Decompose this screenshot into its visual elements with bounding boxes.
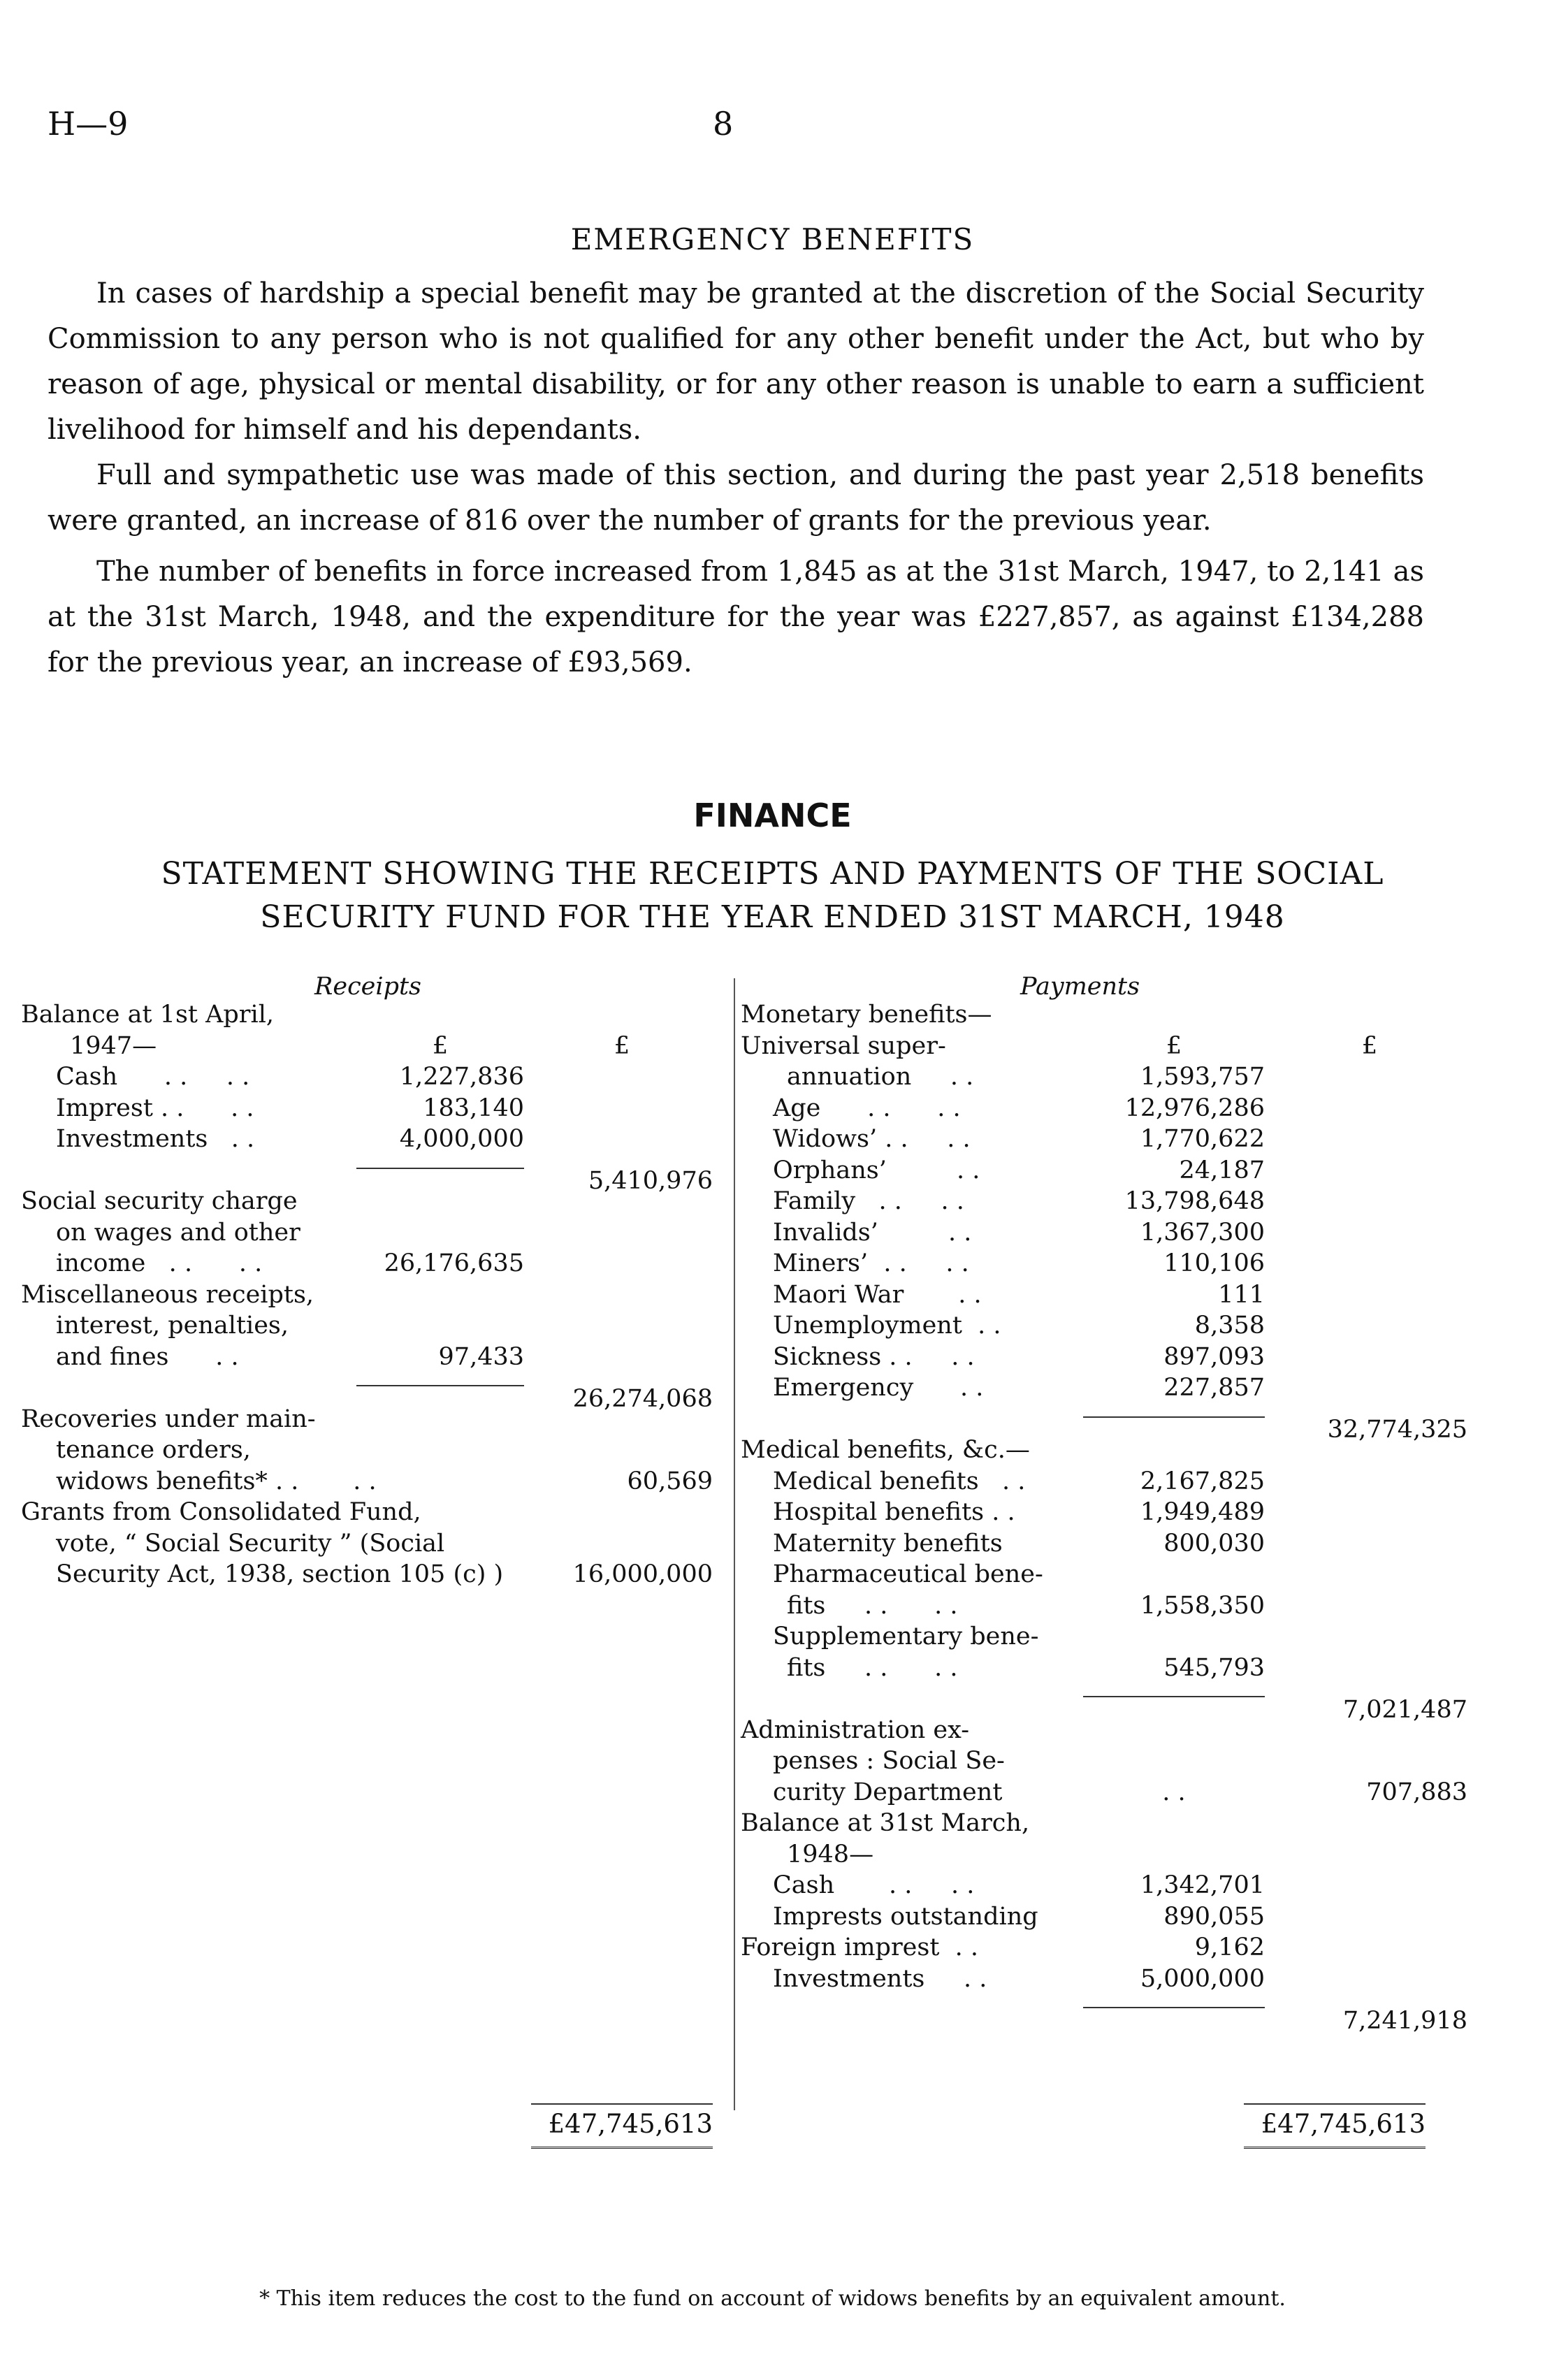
footnote: * This item reduces the cost to the fund on account of widows benefits by an equivalent amount. bbox=[259, 2286, 1286, 2311]
receipts-row bbox=[21, 1031, 720, 1062]
payments-amount: 12,976,286 bbox=[1124, 1094, 1265, 1122]
receipts-row bbox=[21, 1155, 720, 1196]
payments-row bbox=[741, 1870, 1530, 1901]
receipts-amount: 26,176,635 bbox=[384, 1249, 524, 1277]
receipts-label: Security Act, 1938, section 105 (c) ) bbox=[56, 1560, 504, 1588]
payments-row bbox=[741, 1155, 1530, 1187]
receipts-amount: 4,000,000 bbox=[399, 1125, 524, 1153]
payments-row bbox=[741, 1279, 1530, 1311]
payments-row bbox=[741, 1435, 1530, 1466]
paragraph-2: Full and sympathetic use was made of this section, and during the past year 2,518 benefits were granted, an increase of 816 over the number of grants for the previous year. bbox=[48, 459, 1424, 537]
receipts-label: Investments . . bbox=[56, 1125, 255, 1153]
receipts-total-rule bbox=[531, 2103, 713, 2105]
payments-row bbox=[741, 1497, 1530, 1528]
payments-row bbox=[741, 1310, 1530, 1342]
receipts-label: Grants from Consolidated Fund, bbox=[21, 1498, 421, 1526]
receipts-amount: 183,140 bbox=[423, 1094, 524, 1122]
payments-label: Maori War . . bbox=[773, 1280, 982, 1309]
receipts-row bbox=[21, 1435, 720, 1466]
payments-amount: 545,793 bbox=[1163, 1653, 1265, 1682]
payments-label: 1948— bbox=[787, 1840, 874, 1869]
receipts-label: widows benefits* . . . . bbox=[56, 1467, 377, 1495]
payments-row bbox=[741, 1528, 1530, 1560]
receipts-row bbox=[21, 1217, 720, 1249]
payments-label: Unemployment . . bbox=[773, 1312, 1001, 1340]
receipts-amount: 97,433 bbox=[438, 1342, 524, 1371]
receipts-label: Balance at 1st April, bbox=[21, 1001, 275, 1029]
payments-row bbox=[741, 1715, 1530, 1746]
column-divider bbox=[734, 978, 735, 2110]
payments-label: Monetary benefits— bbox=[741, 1001, 992, 1029]
receipts-table bbox=[21, 999, 720, 1590]
finance-heading: FINANCE bbox=[693, 797, 852, 834]
payments-amount: 1,558,350 bbox=[1140, 1591, 1265, 1620]
payments-label: Pharmaceutical bene- bbox=[773, 1560, 1043, 1588]
receipts-row bbox=[21, 1279, 720, 1311]
payments-label: Family . . . . bbox=[773, 1187, 964, 1215]
payments-row bbox=[741, 1746, 1530, 1777]
receipts-row bbox=[21, 1466, 720, 1497]
receipts-amount: 1,227,836 bbox=[399, 1063, 524, 1091]
receipts-row bbox=[21, 1528, 720, 1560]
payments-row bbox=[741, 1061, 1530, 1093]
receipts-subtotal: 60,569 bbox=[627, 1467, 713, 1495]
receipts-label: vote, “ Social Security ” (Social bbox=[56, 1529, 445, 1558]
payments-amount: 897,093 bbox=[1163, 1342, 1265, 1371]
payments-row bbox=[741, 1372, 1530, 1404]
payments-subtotal: 32,774,325 bbox=[1327, 1416, 1467, 1444]
payments-label: Sickness . . . . bbox=[773, 1342, 975, 1371]
receipts-subtotal: £ bbox=[614, 1031, 630, 1060]
receipts-row bbox=[21, 1372, 720, 1413]
receipts-subtotal: 5,410,976 bbox=[588, 1167, 713, 1196]
receipts-label: on wages and other bbox=[56, 1218, 300, 1247]
payments-label: fits . . . . bbox=[787, 1653, 958, 1682]
payments-label: Foreign imprest . . bbox=[741, 1933, 979, 1961]
payments-subtotal: 707,883 bbox=[1366, 1778, 1467, 1806]
receipts-heading: Receipts bbox=[314, 973, 422, 1001]
page-number: 8 bbox=[713, 105, 734, 143]
receipts-subtotal-rule bbox=[356, 1168, 524, 1169]
payments-row bbox=[741, 1808, 1530, 1839]
payments-label: curity Department bbox=[773, 1778, 1003, 1806]
payments-row bbox=[741, 1124, 1530, 1155]
payments-label: Imprests outstanding bbox=[773, 1902, 1038, 1931]
payments-total: £47,745,613 bbox=[1261, 2109, 1426, 2139]
payments-row bbox=[741, 1683, 1530, 1724]
receipts-label: and fines . . bbox=[56, 1342, 239, 1371]
payments-amount: 800,030 bbox=[1163, 1529, 1265, 1558]
receipts-label: Recoveries under main- bbox=[21, 1405, 316, 1433]
payments-label: Investments . . bbox=[773, 1964, 987, 1993]
payments-label: Medical benefits . . bbox=[773, 1467, 1026, 1495]
payments-label: fits . . . . bbox=[787, 1591, 958, 1620]
payments-subtotal-rule bbox=[1083, 1696, 1265, 1697]
payments-label: Supplementary bene- bbox=[773, 1623, 1039, 1650]
receipts-row bbox=[21, 1093, 720, 1124]
payments-amount: 1,367,300 bbox=[1140, 1218, 1265, 1247]
payments-amount: 890,055 bbox=[1163, 1902, 1265, 1931]
receipts-row bbox=[21, 1404, 720, 1435]
receipts-row bbox=[21, 1061, 720, 1093]
section-title: EMERGENCY BENEFITS bbox=[570, 222, 975, 256]
receipts-row bbox=[21, 1310, 720, 1342]
receipts-row bbox=[21, 1186, 720, 1217]
payments-label: Age . . . . bbox=[773, 1094, 961, 1122]
receipts-total: £47,745,613 bbox=[548, 2109, 713, 2139]
payments-label: Maternity benefits bbox=[773, 1529, 1003, 1558]
payments-row bbox=[741, 1901, 1530, 1933]
payments-subtotal: 7,241,918 bbox=[1342, 2006, 1467, 2035]
paragraph-3: The number of benefits in force increased from 1,845 as at the 31st March, 1947, to 2,141 as at the 31st March, 1948, and the expenditure for the year was £227,857, as against £134,288 for the previous year, an increase of £93,569. bbox=[48, 556, 1424, 679]
receipts-row bbox=[21, 1497, 720, 1528]
receipts-label: tenance orders, bbox=[56, 1436, 251, 1464]
payments-label: Medical benefits, &c.— bbox=[741, 1436, 1030, 1464]
receipts-label: Miscellaneous receipts, bbox=[21, 1280, 314, 1309]
receipts-label: Cash . . . . bbox=[56, 1063, 250, 1091]
payments-row bbox=[741, 1964, 1530, 1995]
receipts-label: Social security charge bbox=[21, 1187, 298, 1215]
receipts-subtotal: 26,274,068 bbox=[572, 1384, 713, 1413]
payments-total-rule bbox=[1244, 2103, 1426, 2105]
receipts-subtotal-rule bbox=[356, 1385, 524, 1386]
paragraph-1: In cases of hardship a special benefit may be granted at the discretion of the Social Security Commission to any person who is not qualified for any other benefit under the Act, but who by reason of age, physical or mental disability, or for any other reason is unable to earn a sufficient livelihood for himself and his dependants. bbox=[48, 277, 1424, 446]
receipts-total-double-rule bbox=[531, 2147, 713, 2152]
payments-row bbox=[741, 1932, 1530, 1964]
payments-label: Universal super- bbox=[741, 1031, 946, 1060]
payments-amount: 2,167,825 bbox=[1140, 1467, 1265, 1495]
payments-amount: 9,162 bbox=[1194, 1933, 1265, 1961]
receipts-label: income . . . . bbox=[56, 1249, 263, 1277]
payments-amount: 1,770,622 bbox=[1140, 1125, 1265, 1153]
payments-label: Balance at 31st March, bbox=[741, 1809, 1030, 1837]
payments-amount: 1,593,757 bbox=[1140, 1063, 1265, 1091]
payments-row bbox=[741, 1404, 1530, 1444]
payments-row bbox=[741, 1217, 1530, 1249]
payments-row bbox=[741, 1093, 1530, 1124]
payments-amount: 24,187 bbox=[1179, 1156, 1265, 1184]
statement-title-line-1: STATEMENT SHOWING THE RECEIPTS AND PAYMENTS OF THE SOCIAL bbox=[161, 856, 1384, 892]
payments-label: Hospital benefits . . bbox=[773, 1498, 1015, 1526]
receipts-label: interest, penalties, bbox=[56, 1312, 289, 1340]
receipts-row bbox=[21, 1124, 720, 1155]
payments-row bbox=[741, 1994, 1530, 2035]
payments-row bbox=[741, 1559, 1530, 1590]
payments-row bbox=[741, 1186, 1530, 1217]
receipts-label: 1947— bbox=[70, 1031, 157, 1060]
receipts-subtotal: 16,000,000 bbox=[572, 1560, 713, 1588]
payments-label: Miners’ . . . . bbox=[773, 1249, 969, 1277]
payments-row bbox=[741, 1777, 1530, 1808]
payments-label: Emergency . . bbox=[773, 1374, 984, 1402]
payments-label: Invalids’ . . bbox=[773, 1218, 972, 1247]
payments-amount: 5,000,000 bbox=[1140, 1964, 1265, 1993]
receipts-row bbox=[21, 1342, 720, 1373]
payments-label: Orphans’ . . bbox=[773, 1156, 980, 1184]
payments-amount: . . bbox=[1162, 1778, 1186, 1806]
payments-table bbox=[741, 999, 1530, 2035]
payments-amount: 227,857 bbox=[1163, 1374, 1265, 1402]
payments-subtotal-rule bbox=[1083, 1416, 1265, 1418]
receipts-label: Imprest . . . . bbox=[56, 1094, 254, 1122]
payments-amount: 13,798,648 bbox=[1124, 1187, 1265, 1215]
payments-heading: Payments bbox=[1020, 973, 1140, 1001]
payments-amount: 1,342,701 bbox=[1140, 1871, 1265, 1899]
receipts-amount: £ bbox=[432, 1031, 449, 1060]
receipts-row bbox=[21, 1559, 720, 1590]
payments-row bbox=[741, 1248, 1530, 1279]
payments-subtotal: 7,021,487 bbox=[1342, 1695, 1467, 1724]
payments-subtotal: £ bbox=[1361, 1031, 1378, 1060]
payments-total-double-rule bbox=[1244, 2147, 1426, 2152]
payments-row bbox=[741, 1466, 1530, 1497]
statement-title-line-2: SECURITY FUND FOR THE YEAR ENDED 31ST MARCH, 1948 bbox=[260, 899, 1285, 935]
payments-row bbox=[741, 1621, 1530, 1653]
payments-amount: £ bbox=[1166, 1031, 1182, 1060]
payments-amount: 8,358 bbox=[1194, 1312, 1265, 1340]
payments-label: annuation . . bbox=[787, 1063, 974, 1091]
payments-row bbox=[741, 1342, 1530, 1373]
payments-row bbox=[741, 1590, 1530, 1622]
body-text bbox=[48, 271, 1424, 685]
payments-amount: 1,949,489 bbox=[1140, 1498, 1265, 1526]
payments-row bbox=[741, 1839, 1530, 1871]
payments-row bbox=[741, 999, 1530, 1031]
payments-amount: 111 bbox=[1218, 1280, 1265, 1309]
payments-amount: 110,106 bbox=[1163, 1249, 1265, 1277]
receipts-row bbox=[21, 1248, 720, 1279]
payments-subtotal-rule bbox=[1083, 2007, 1265, 2008]
payments-label: Widows’ . . . . bbox=[773, 1125, 971, 1153]
payments-row bbox=[741, 1031, 1530, 1062]
payments-label: Cash . . . . bbox=[773, 1871, 975, 1899]
payments-label: Administration ex- bbox=[741, 1715, 970, 1744]
page-code: H—9 bbox=[48, 105, 129, 143]
payments-label: penses : Social Se- bbox=[773, 1747, 1005, 1775]
payments-row bbox=[741, 1653, 1530, 1684]
receipts-row bbox=[21, 999, 720, 1031]
